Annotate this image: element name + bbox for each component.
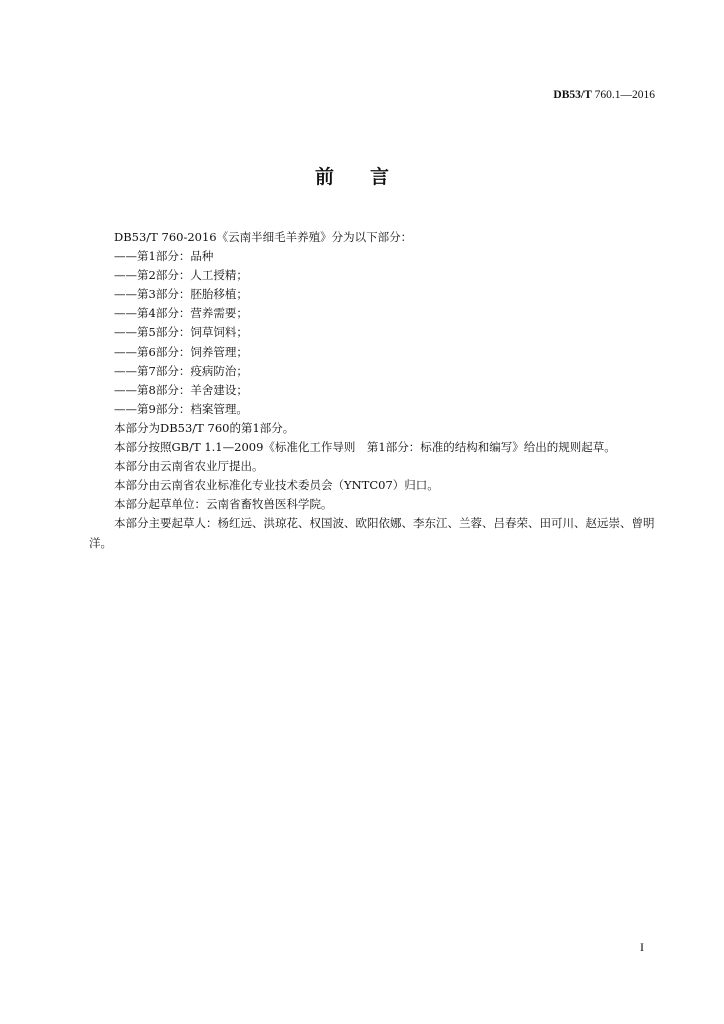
statement-drafters: 本部分主要起草人：杨红远、洪琼花、权国波、欧阳依娜、李东江、兰蓉、吕春荣、田可川、赵远崇、曾明洋。 <box>89 516 655 550</box>
part-list-item-8: ——第8部分：羊舍建设； <box>114 382 248 397</box>
page-title: 前言 <box>314 166 425 188</box>
statement-part-number: 本部分为DB53/T 760的第1部分。 <box>114 420 295 435</box>
part-list-item-1: ——第1部分：品种 <box>114 249 214 264</box>
part-list-item-5: ——第5部分：饲草饲料； <box>114 325 248 340</box>
page-number: I <box>640 940 644 954</box>
standard-code-number: 760.1—2016 <box>591 89 655 101</box>
statement-proposer: 本部分由云南省农业厅提出。 <box>114 459 264 474</box>
standard-code-prefix: DB53/T <box>553 89 592 101</box>
statement-drafting-unit: 本部分起草单位：云南省畜牧兽医科学院。 <box>114 497 333 512</box>
part-list-item-2: ——第2部分：人工授精； <box>114 268 248 283</box>
part-list-item-6: ——第6部分：饲养管理； <box>114 344 248 359</box>
part-list-item-3: ——第3部分：胚胎移植； <box>114 287 248 302</box>
statement-centralized-by: 本部分由云南省农业标准化专业技术委员会（YNTC07）归口。 <box>114 478 439 493</box>
intro-paragraph: DB53/T 760-2016《云南半细毛羊养殖》分为以下部分： <box>114 230 413 244</box>
part-list-item-7: ——第7部分：疫病防治； <box>114 363 248 378</box>
part-list-item-9: ——第9部分：档案管理。 <box>114 401 248 416</box>
part-list-item-4: ——第4部分：营养需要； <box>114 306 248 321</box>
foreword-body <box>89 228 659 553</box>
statement-drafting-rules: 本部分按照GB/T 1.1—2009《标准化工作导则 第1部分：标准的结构和编写》给出的规则起草。 <box>114 440 616 455</box>
standard-code <box>553 89 655 101</box>
